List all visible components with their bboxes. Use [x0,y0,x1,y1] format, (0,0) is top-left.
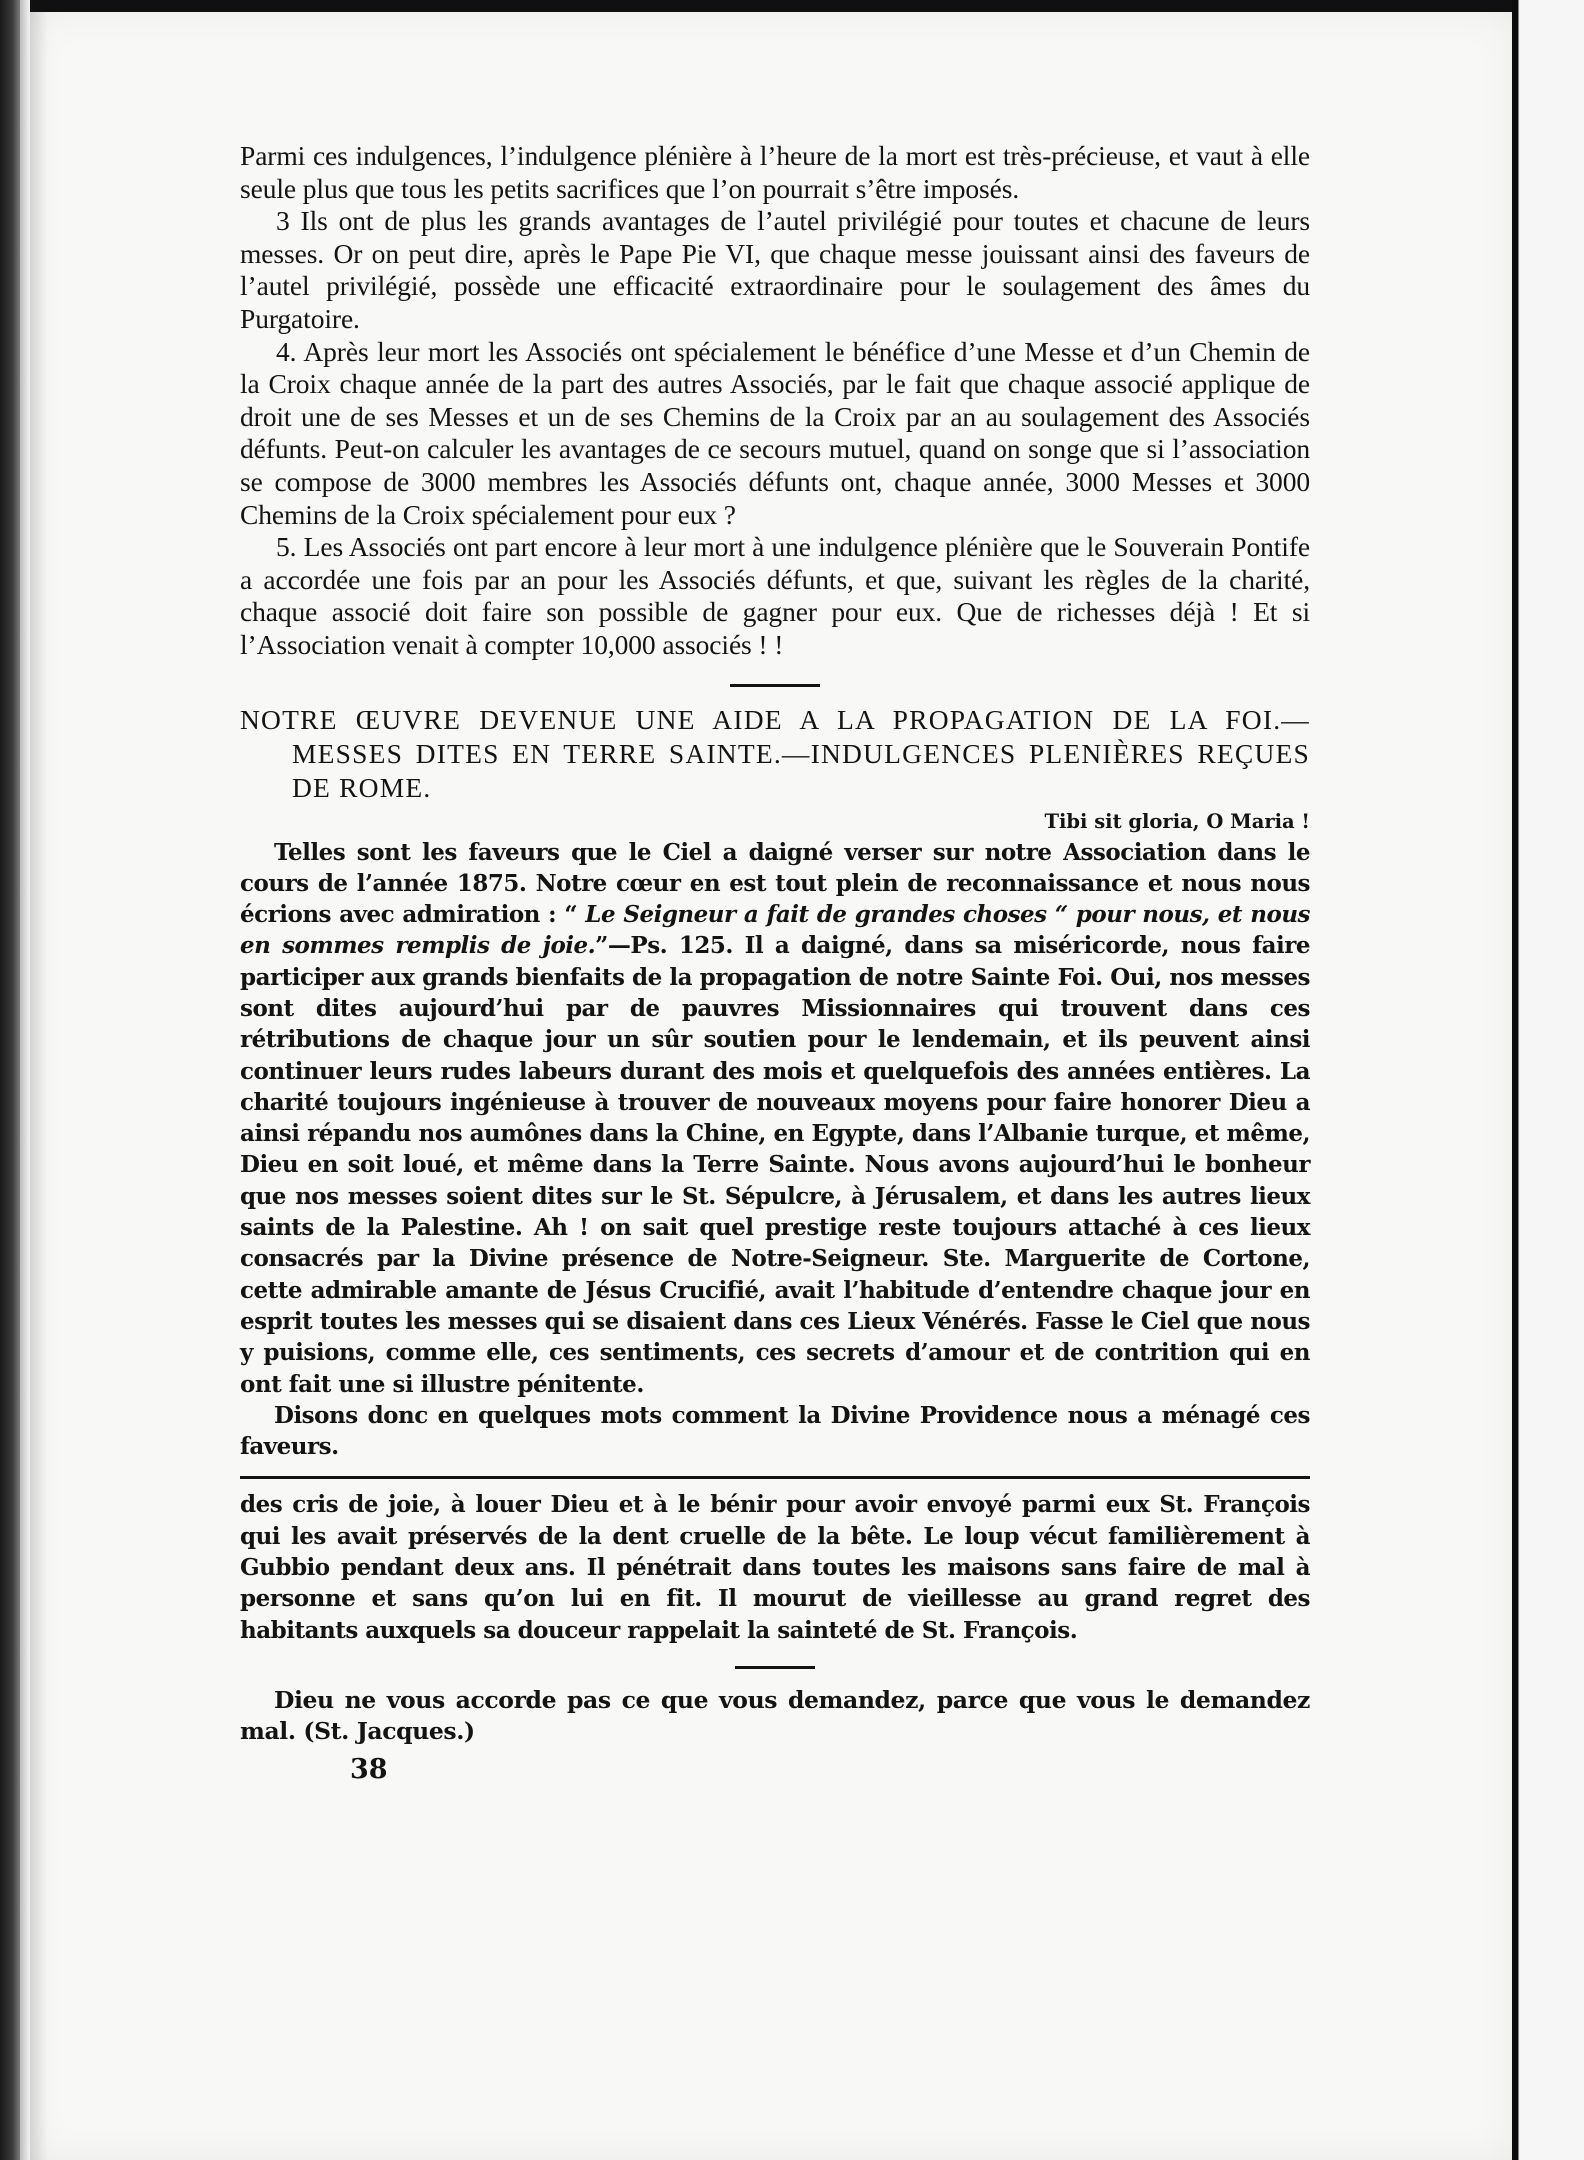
section-divider [730,684,820,687]
paragraph-point-5: 5. Les Associés ont part encore à leur mort à une indulgence plénière que le Souverain Pontife a accordée une fois par an pour les Associés défunts, et que, suivant les règles de la charité, chaque associé doit faire son possible de gagner pour eux. Que de richesses déjà ! Et si l’Association venait à compter 10,000 associés ! ! [240,531,1310,660]
adjacent-page-edge [20,0,30,2160]
scan-right-border [1512,0,1584,2160]
page-number: 38 [350,1753,388,1785]
paragraph-indulgences: Parmi ces indulgences, l’indulgence plénière à l’heure de la mort est très-précieuse, et vaut à elle seule plus que tous les petits sacrifices que l’on pourrait s’être imposés. [240,140,1310,204]
closing-divider [735,1666,815,1669]
closing-quote: Dieu ne vous accorde pas ce que vous demandez, parce que vous le demandez mal. (St. Jacques.) [240,1685,1310,1746]
page-gutter-shadow [30,12,48,2160]
body-paragraph-1-rest: ”—Ps. 125. Il a daigné, dans sa miséricorde, nous faire participer aux grands bienfaits de la propagation de notre Sainte Foi. Oui, nos messes sont dites aujourd’hui par de pauvres Missionnaires qui trouvent dans ces rétributions de chaque jour un sûr soutien pour le lendemain, et ils peuvent ainsi continuer leurs rudes labeurs durant des mois et quelquefois des années entières. La charité toujours ingénieuse à trouver de nouveaux moyens pour faire honorer Dieu a ainsi répandu nos aumônes dans la Chine, en Egypte, dans l’Albanie turque, et même, Dieu en soit loué, et même dans la Terre Sainte. Nous avons aujourd’hui le bonheur que nos messes soient dites sur le St. Sépulcre, à Jérusalem, et dans les autres lieux saints de la Palestine. Ah ! on sait quel prestige reste toujours attaché à ces lieux consacrés par la Divine présence de Notre-Seigneur. Ste. Marguerite de Cortone, cette admirable amante de Jésus Crucifié, avait l’habitude d’entendre chaque jour en esprit toutes les messes qui se disaient dans ces Lieux Vénérés. Fasse le Ciel que nous y puisions, comme elle, ces sentiments, ces secrets d’amour et de contrition qui en ont fait une si illustre pénitente. [240,932,1311,1398]
epigraph: Tibi sit gloria, O Maria ! [1044,809,1310,833]
scan-top-border [0,0,1584,12]
paragraph-point-4: 4. Après leur mort les Associés ont spécialement le bénéfice d’une Messe et d’un Chemin de la Croix chaque année de la part des autres Associés, par le fait que chaque associé applique de droit une de ses Messes et un de ses Chemins de la Croix par an au soulagement des Associés défunts. Peut-on calculer les avantages de ce secours mutuel, quand on songe que si l’association se compose de 3000 membres les Associés défunts ont, chaque année, 3000 Messes et 3000 Chemins de la Croix spécialement pour eux ? [240,335,1310,530]
page-content [240,140,1310,1785]
body-paragraph-2: Disons donc en quelques mots comment la Divine Providence nous a ménagé ces faveurs. [240,1401,1310,1461]
body-paragraph-1 [240,837,1310,1400]
body-paragraph-1-intro: Telles sont les faveurs que le Ciel a daigné verser sur notre Association dans le cours de l’année 1875. Notre cœur en est tout plein de reconnaissance et nous nous écrions avec admiration : “ [240,838,1310,929]
footnote-rule [240,1476,1310,1479]
footnote-paragraph: des cris de joie, à louer Dieu et à le bénir pour avoir envoyé parmi eux St. François qui les avait préservés de la dent cruelle de la bête. Le loup vécut familièrement à Gubbio pendant deux ans. Il pénétrait dans toutes les maisons sans faire de mal à personne et sans qu’on lui en fit. Il mourut de vieillesse au grand regret des habitants auxquels sa douceur rappelait la sainteté de St. François. [240,1491,1310,1644]
psalm-quotation: Le Seigneur a fait de grandes choses “ pour nous, et nous en sommes remplis de joie. [240,901,1310,960]
paragraph-point-3: 3 Ils ont de plus les grands avantages de l’autel privilégié pour toutes et chacune de leurs messes. Or on peut dire, après le Pape Pie VI, que chaque messe jouissant ainsi des faveurs de l’autel privilégié, possède une efficacité extraordinaire pour le soulagement des âmes du Purgatoire. [240,205,1310,334]
section-heading: NOTRE ŒUVRE DEVENUE UNE AIDE A LA PROPAGATION DE LA FOI.—MESSES DITES EN TERRE SAINTE.—INDULGENCES PLENIÈRES REÇUES DE ROME. [240,703,1310,803]
scan-left-border [0,0,20,2160]
